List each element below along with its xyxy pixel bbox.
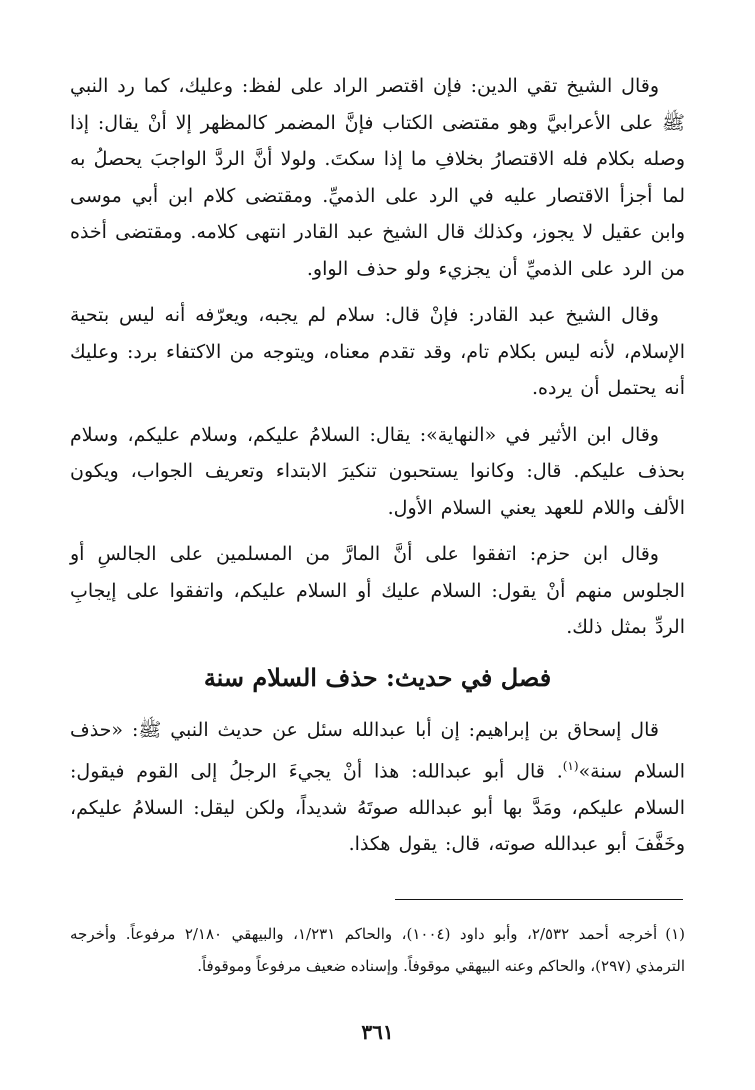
paragraph-2: وقال الشيخ عبد القادر: فإنْ قال: سلام لم يجبه، ويعرّفه أنه ليس بتحية الإسلام، لأنه ليس بكلام تام، وقد تقدم معناه، ويتوجه من الاكتفاء برد: وعليك أنه يحتمل أن يرده. xyxy=(70,304,685,399)
footnote-separator xyxy=(395,899,683,900)
footnote-text: أخرجه أحمد ٢/٥٣٢، وأبو داود (١٠٠٤)، والحاكم ١/٢٣١، والبيهقي ٢/١٨٠ مرفوعاً. وأخرجه الترمذي (٢٩٧)، والحاكم وعنه البيهقي موقوفاً. وإسناده ضعيف مرفوعاً وموقوفاً. xyxy=(70,925,685,975)
paragraph-3: وقال ابن الأثير في «النهاية»: يقال: السلامُ عليكم، وسلام عليكم، وسلام بحذف عليكم. قال: وكانوا يستحبون تنكيرَ الابتداء وتعريف الجواب، ويكون الألف واللام للعهد يعني السلام الأول. xyxy=(70,423,685,519)
footnote-marker: (١) xyxy=(665,925,685,943)
paragraph-5-part-b: . قال أبو عبدالله: هذا أنْ يجيءَ الرجلُ إلى القوم فيقول: السلام عليكم، ومَدَّ بها أبو عبدالله صوتَهُ شديداً، ولكن ليقل: السلامُ عليكم، وخَفَّفَ أبو عبدالله صوته، قال: يقول هكذا. xyxy=(70,760,685,856)
paragraph-4: وقال ابن حزم: اتفقوا على أنَّ المارَّ من المسلمين على الجالسِ أو الجلوس منهم أنْ يقول: السلام عليك أو السلام عليكم، واتفقوا على إيجابِ الردِّ بمثل ذلك. xyxy=(70,543,685,638)
footnote xyxy=(70,918,685,982)
page-number: ٣٦١ xyxy=(361,1020,394,1044)
footnote-reference: (١) xyxy=(562,759,579,773)
paragraph-1: وقال الشيخ تقي الدين: فإن اقتصر الراد على لفظ: وعليك، كما رد النبي ﷺ على الأعرابيَّ وهو مقتضى الكتاب فإنَّ المضمر كالمظهر إلا أنْ يقال: إذا وصله بكلام فله الاقتصارُ بخلافِ ما إذا سكتَ. ولولا أنَّ الردَّ الواجبَ يحصلُ به لما أجزأ الاقتصار عليه في الرد على الذميِّ. ومقتضى كلام ابن أبي موسى وابن عقيل لا يجوز، وكذلك قال الشيخ عبد القادر انتهى كلامه. ومقتضى أخذه من الرد على الذميِّ أن يجزيء ولو حذف الواو. xyxy=(70,75,685,280)
main-text xyxy=(70,68,685,873)
paragraph-5 xyxy=(70,712,685,863)
paragraph-5-part-a: قال إسحاق بن إبراهيم: إن أبا عبدالله سئل عن حديث النبي ﷺ: «حذف السلام سنة» xyxy=(70,718,685,783)
section-heading: فصل في حديث: حذف السلام سنة xyxy=(203,662,552,692)
